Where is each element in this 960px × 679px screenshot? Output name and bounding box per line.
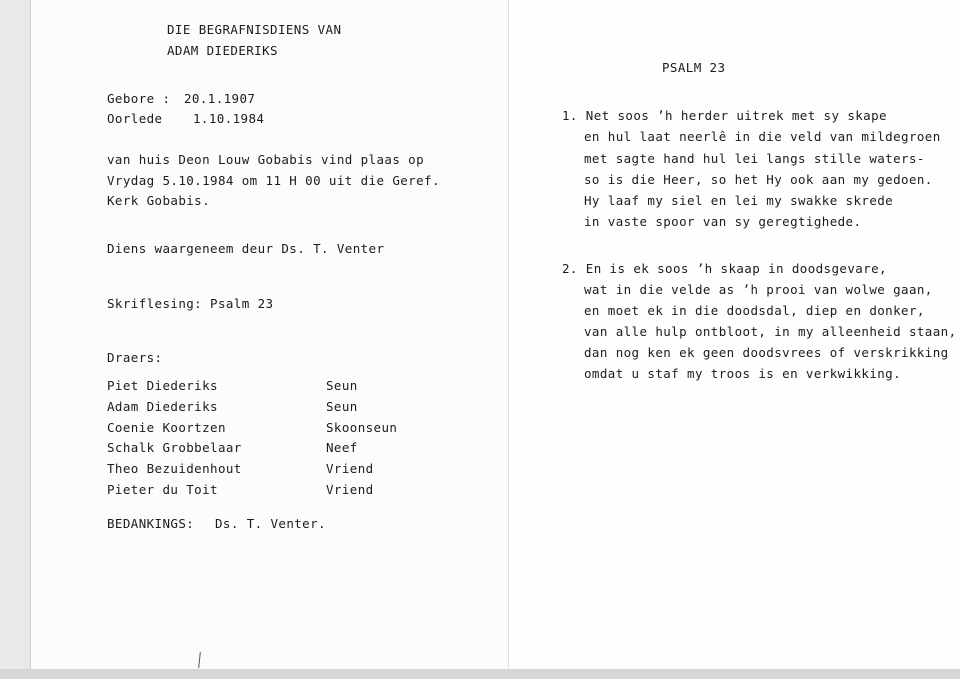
bearer-relation: Seun — [326, 378, 358, 393]
reading-line: Skriflesing: Psalm 23 — [107, 296, 274, 311]
bearer-relation: Vriend — [326, 482, 374, 497]
thanks-value: Ds. T. Venter. — [215, 516, 326, 531]
verse-2-line: van alle hulp ontbloot, in my alleenheid staan, — [584, 324, 957, 339]
died-label: Oorlede — [107, 111, 163, 126]
verse-2-line: dan nog ken ek geen doodsvrees of verskrikking — [584, 345, 949, 360]
bearers-heading: Draers: — [107, 350, 163, 365]
bearer-relation: Skoonseun — [326, 420, 398, 435]
died-date: 1.10.1984 — [193, 111, 265, 126]
verse-2-line: 2. En is ek soos ʼh skaap in doodsgevare, — [562, 261, 887, 276]
service-line: Kerk Gobabis. — [107, 193, 211, 208]
title-line-1: DIE BEGRAFNISDIENS VAN — [167, 22, 342, 37]
officiant-line: Diens waargeneem deur Ds. T. Venter — [107, 241, 385, 256]
bearer-name: Theo Bezuidenhout — [107, 461, 242, 476]
born-label: Gebore : — [107, 91, 171, 106]
page-fold — [508, 0, 509, 669]
scan-bottom-edge — [0, 669, 960, 679]
psalm-title: PSALM 23 — [662, 60, 726, 75]
bearer-name: Schalk Grobbelaar — [107, 440, 242, 455]
bearer-relation: Seun — [326, 399, 358, 414]
verse-1-line: en hul laat neerlê in die veld van mildegroen — [584, 129, 941, 144]
thanks-label: BEDANKINGS: — [107, 516, 195, 531]
bearer-relation: Neef — [326, 440, 358, 455]
service-line: Vrydag 5.10.1984 om 11 H 00 uit die Geref. — [107, 173, 440, 188]
bearer-name: Pieter du Toit — [107, 482, 218, 497]
bearer-name: Piet Diederiks — [107, 378, 218, 393]
title-line-2: ADAM DIEDERIKS — [167, 43, 278, 58]
verse-2-line: en moet ek in die doodsdal, diep en donker, — [584, 303, 925, 318]
born-date: 20.1.1907 — [184, 91, 256, 106]
left-page — [30, 0, 509, 669]
verse-1-line: in vaste spoor van sy geregtighede. — [584, 214, 862, 229]
bearer-name: Adam Diederiks — [107, 399, 218, 414]
bearer-relation: Vriend — [326, 461, 374, 476]
verse-2-line: omdat u staf my troos is en verkwikking. — [584, 366, 902, 381]
verse-2-line: wat in die velde as ʼh prooi van wolwe gaan, — [584, 282, 933, 297]
verse-1-line: met sagte hand hul lei langs stille waters- — [584, 151, 925, 166]
service-line: van huis Deon Louw Gobabis vind plaas op — [107, 152, 425, 167]
verse-1-line: 1. Net soos ʼh herder uitrek met sy skape — [562, 108, 887, 123]
bearer-name: Coenie Koortzen — [107, 420, 226, 435]
verse-1-line: Hy laaf my siel en lei my swakke skrede — [584, 193, 894, 208]
verse-1-line: so is die Heer, so het Hy ook aan my gedoen. — [584, 172, 933, 187]
